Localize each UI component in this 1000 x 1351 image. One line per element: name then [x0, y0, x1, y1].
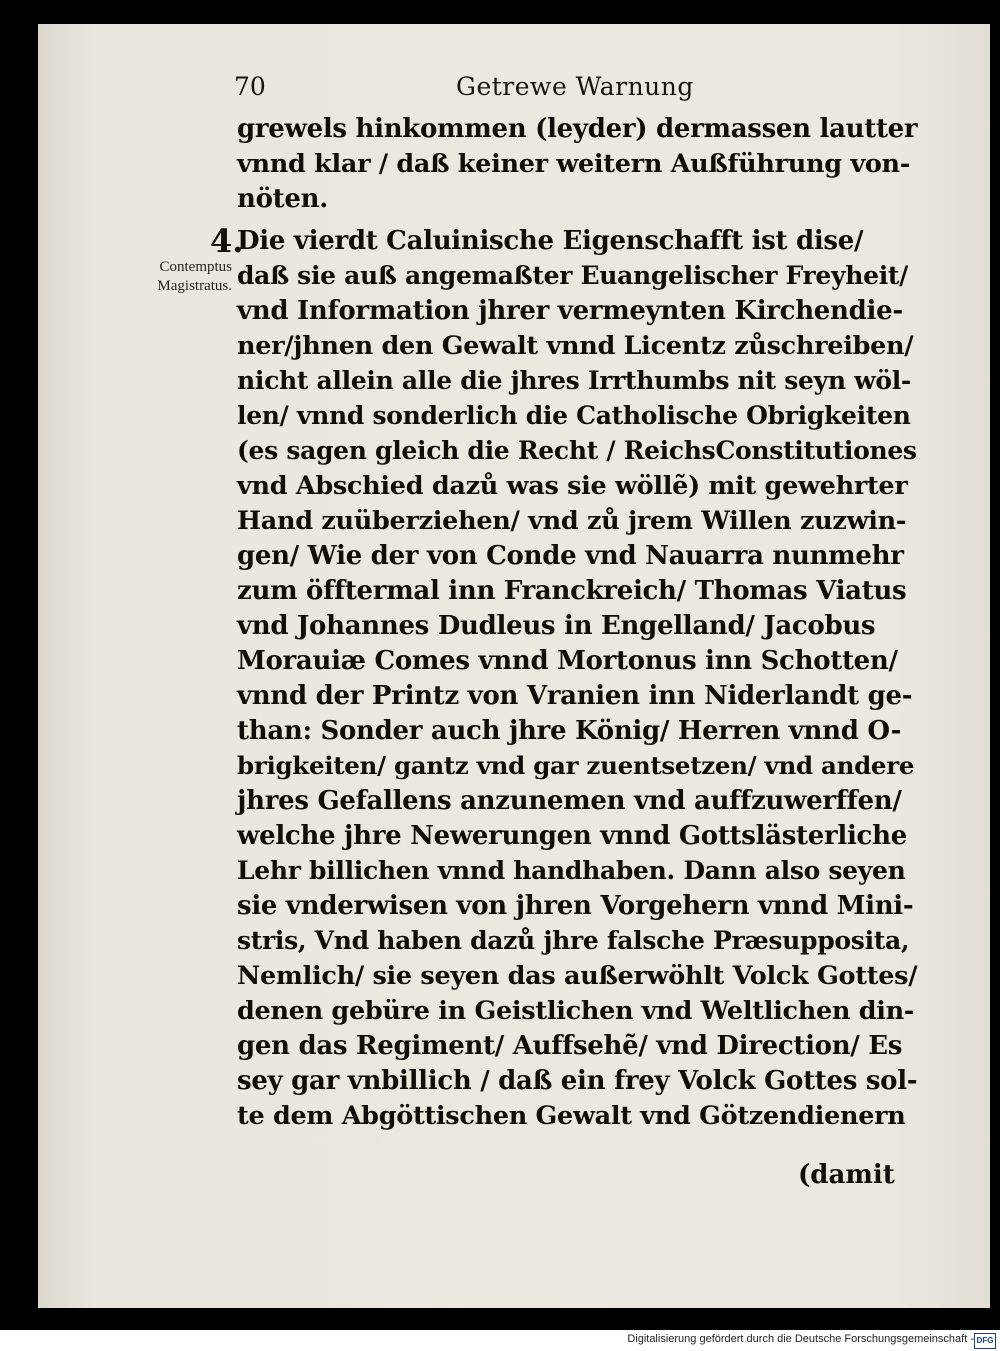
margin-note-line: Contemptus — [159, 259, 232, 275]
text-line: nicht allein alle die jhres Irrthumbs nit seyn wöl- — [237, 366, 911, 395]
text-line: than: Sonder auch jhre König/ Herren vnnd O- — [237, 716, 902, 746]
text-line: ner/jhnen den Gewalt vnnd Licentz zůschreiben/ — [237, 331, 914, 361]
footer-bar — [0, 1330, 1000, 1351]
section-number: 4. — [210, 222, 244, 260]
text-line: brigkeiten/ gantz vnd gar zuentsetzen/ vnd andere — [237, 751, 915, 780]
text-line: nöten. — [237, 184, 328, 214]
text-line: daß sie auß angemaßter Euangelischer Freyheit/ — [237, 261, 908, 290]
text-line: vnnd klar / daß keiner weitern Außführung von- — [237, 149, 911, 179]
text-line: gen das Regiment/ Auffsehẽ/ vnd Direction/ Es — [237, 1031, 903, 1061]
text-line: welche jhre Newerungen vnnd Gottslästerliche — [237, 821, 907, 851]
text-line: Nemlich/ sie seyen das außerwöhlt Volck Gottes/ — [237, 961, 918, 991]
book-page — [38, 24, 990, 1308]
text-line: Morauiæ Comes vnnd Mortonus inn Schotten/ — [237, 646, 898, 676]
text-line: Die vierdt Caluinische Eigenschafft ist dise/ — [237, 226, 864, 256]
text-line: sie vnderwisen von jhren Vorgehern vnnd Mini- — [237, 891, 914, 921]
text-line: len/ vnnd sonderlich die Catholische Obrigkeiten — [237, 401, 911, 430]
margin-note-line: Magistratus. — [157, 278, 232, 294]
page-number: 70 — [234, 72, 266, 101]
text-line: stris, Vnd haben dazů jhre falsche Præsupposita, — [237, 926, 910, 955]
text-line: vnd Johannes Dudleus in Engelland/ Jacobus — [237, 611, 876, 641]
text-line: te dem Abgöttischen Gewalt vnd Götzendienern — [237, 1101, 906, 1131]
funding-notice: Digitalisierung gefördert durch die Deutsche Forschungsgemeinschaft - — [627, 1333, 974, 1345]
text-line: gen/ Wie der von Conde vnd Nauarra nunmehr — [237, 541, 904, 571]
text-line: vnd Abschied dazů was sie wöllẽ) mit gewehrter — [237, 471, 908, 501]
text-line: Hand zuüberziehen/ vnd zů jrem Willen zuzwin- — [237, 506, 907, 536]
text-line: denen gebüre in Geistlichen vnd Weltlichen din- — [237, 996, 915, 1026]
text-line: vnnd der Printz von Vranien inn Niderlandt ge- — [237, 681, 913, 711]
page-header — [234, 72, 914, 112]
text-line: grewels hinkommen (leyder) dermassen lautter — [237, 114, 918, 144]
text-line: zum öfftermal inn Franckreich/ Thomas Viatus — [237, 576, 907, 606]
text-line: (es sagen gleich die Recht / ReichsConstitutiones — [237, 436, 917, 465]
text-line: vnd Information jhrer vermeynten Kirchendie- — [237, 296, 903, 326]
running-title: Getrewe Warnung — [456, 72, 694, 101]
text-line: jhres Gefallens anzunemen vnd auffzuwerffen/ — [237, 786, 902, 816]
text-line: Lehr billichen vnnd handhaben. Dann also seyen — [237, 856, 906, 885]
dfg-logo-icon[interactable]: DFG — [974, 1333, 996, 1349]
margin-note — [122, 258, 232, 296]
text-line: sey gar vnbillich / daß ein frey Volck Gottes sol- — [237, 1066, 918, 1096]
catchword: (damit — [798, 1160, 895, 1190]
